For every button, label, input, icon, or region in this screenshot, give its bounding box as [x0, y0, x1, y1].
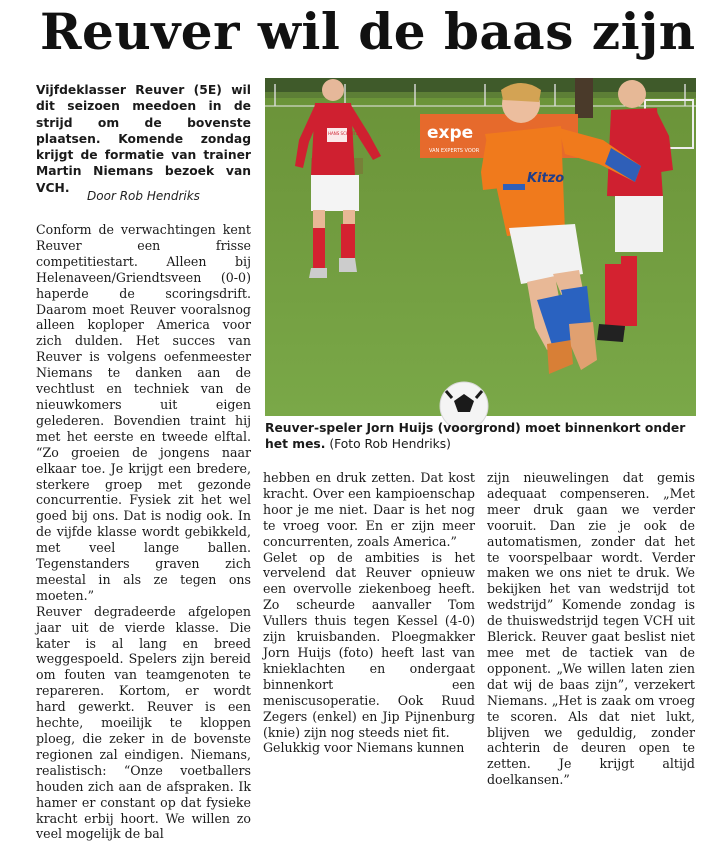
- article-column-2: [263, 470, 475, 756]
- shirt-sponsor-red: HANS SCHMITZ: [328, 131, 359, 136]
- match-photo: [265, 78, 696, 416]
- paragraph: Gelukkig voor Niemans kunnen: [263, 740, 465, 756]
- board-text: expe: [427, 123, 474, 143]
- byline: Door Rob Hendriks: [87, 189, 200, 203]
- paragraph: Conform de verwachtingen kent Reuver een frisse competitiestart. Alleen bij Helenaveen/Griendtsveen (0-0) haperde de scoringsdrift. Daarom moet Reuver vooralsnog alleen koploper America voor zich dulden. Het succes van Reuver is volgens oefenmeester Niemans te danken aan de vechtlust en techniek van de nieuwkomers uit eigen gelederen. Bovendien traint hij met het eerste en tweede elftal. “Zo groeien de jongens naar elkaar toe. Je krijgt een bredere, sterkere groep met gezonde concurrentie. Fysiek zit het wel goed bij ons. Dat is nodig ook. In de vijfde klasse wordt gebikkeld, met veel lange ballen. Tegenstanders graven zich meestal in als ze tegen ons moeten.”: [36, 222, 251, 603]
- paragraph: Gelet op de ambities is het vervelend dat Reuver opnieuw een overvolle ziekenboeg heeft. Zo scheurde aanvaller Tom Vullers thuis tegen Kessel (4-0) zijn kruisbanden. Ploegmakker Jorn Huijs (foto) heeft last van knieklachten en ondergaat binnenkort een meniscusoperatie. Ook Ruud Zegers (enkel) en Jip Pijnenburg (knie) zijn nog steeds niet fit.: [263, 549, 475, 740]
- photo-credit: (Foto Rob Hendriks): [329, 437, 451, 451]
- photo-caption: [265, 420, 696, 452]
- shirt-sponsor-orange: Kitzo: [527, 171, 565, 186]
- board-subtext: VAN EXPERTS VOOR: [429, 148, 480, 154]
- caption-text: Reuver-speler Jorn Huijs (voorgrond) moet binnenkort onder het mes.: [265, 421, 686, 451]
- paragraph: Reuver degradeerde afgelopen jaar uit de vierde klasse. Die kater is al lang en breed weggespoeld. Spelers zijn bereid om fouten van teamgenoten te repareren. Kortom, er wordt hard gewerkt. Reuver is een hechte, moeilijk te kloppen ploeg, die zeker in de bovenste regionen zal eindigen. Niemans, realistisch: “Onze voetballers houden zich aan de afspraken. Ik hamer er constant op dat fysieke kracht erbij hoort. We willen zo veel mogelijk de bal: [36, 603, 251, 842]
- headline: Reuver wil de baas zijn: [40, 2, 696, 61]
- tree-trunk: [575, 78, 593, 118]
- article-column-3: [487, 470, 695, 788]
- paragraph: hebben en druk zetten. Dat kost kracht. Over een kampioenschap hoor je me niet. Daar is het nog te vroeg voor. En er zijn meer concurrenten, zoals America.”: [263, 470, 475, 549]
- article-intro: Vijfdeklasser Reuver (5E) wil dit seizoen meedoen in de strijd om de bovenste plaatsen. Komende zondag krijgt de formatie van trainer Martin Niemans bezoek van VCH.: [36, 83, 251, 195]
- paragraph: zijn nieuwelingen dat gemis adequaat compenseren. „Met meer druk gaan we verder vooruit. Dan zie je ook de automatismen, zonder dat het te voorspelbaar wordt. Verder maken we ons niet te druk. We bekijken het van wedstrijd tot wedstrijd” Komende zondag is de thuiswedstrijd tegen VCH uit Blerick. Reuver gaat beslist niet mee met de tactiek van de opponent. „We willen laten zien dat wij de baas zijn”, verzekert Niemans. „Het is zaak om vroeg te scoren. Als dat niet lukt, blijven we geduldig, zonder achterin de deuren open te zetten. Je krijgt altijd doelkansen.”: [487, 470, 695, 788]
- article-column-1: [36, 222, 251, 842]
